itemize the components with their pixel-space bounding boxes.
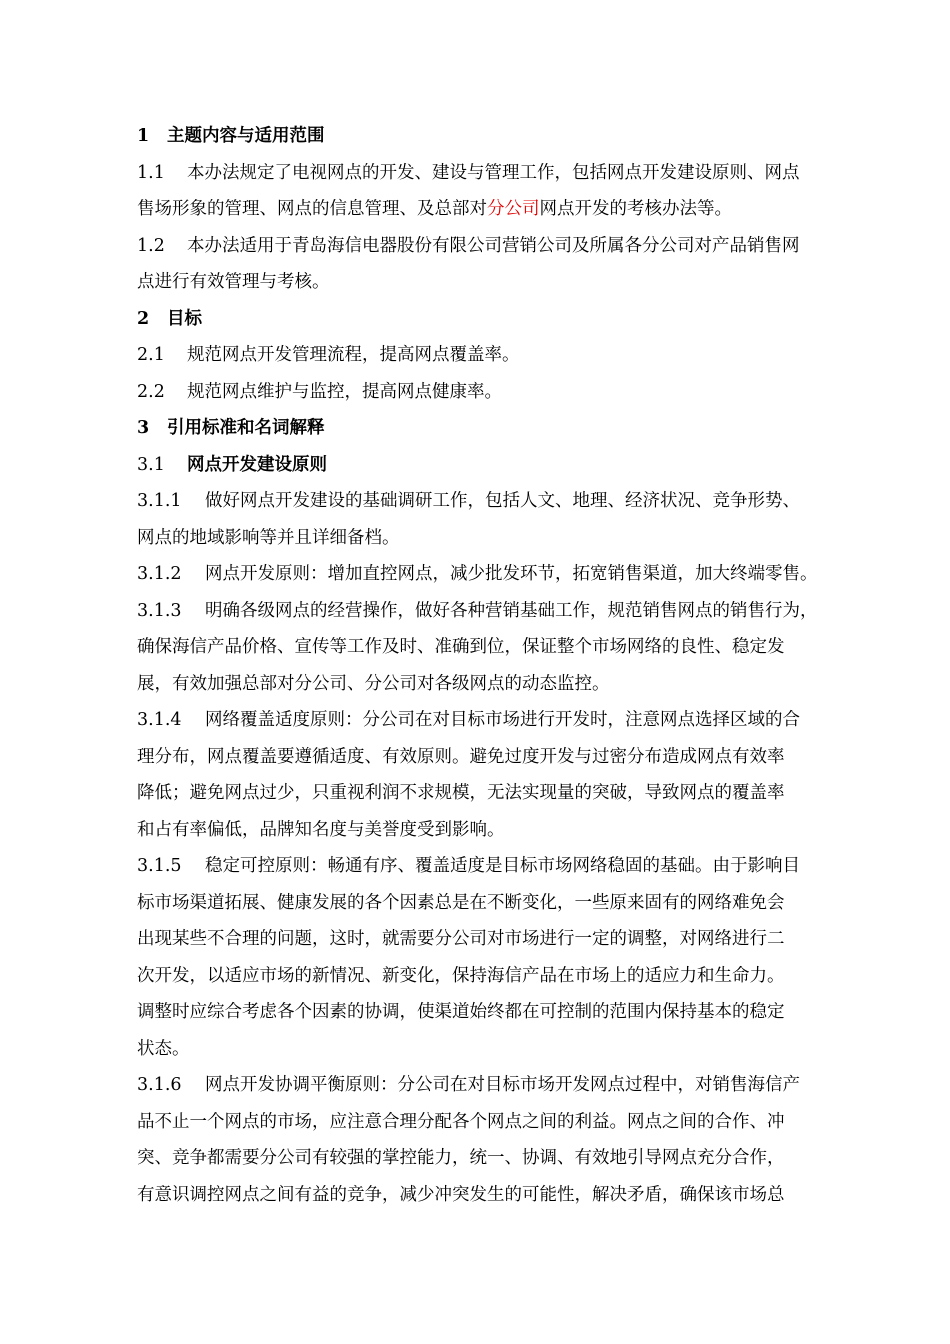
clause-number: 2.2 xyxy=(137,381,165,402)
paragraph-text: 规范网点开发管理流程，提高网点覆盖率。 xyxy=(187,345,520,365)
paragraph-text: 网点开发协调平衡原则：分公司在对目标市场开发网点过程中，对销售海信产 xyxy=(205,1075,800,1095)
paragraph-3-1-5-line-5 xyxy=(137,994,862,1031)
paragraph-2-1 xyxy=(137,337,862,374)
paragraph-3-1-3-line-3 xyxy=(137,666,862,703)
clause-number: 3.1.4 xyxy=(137,710,182,730)
paragraph-3-1-4-line-4 xyxy=(137,812,862,849)
section-heading-3 xyxy=(137,410,862,447)
paragraph-text: 稳定可控原则：畅通有序、覆盖适度是目标市场网络稳固的基础。由于影响目 xyxy=(205,856,800,876)
paragraph-3-1-6-line-4 xyxy=(137,1177,862,1214)
paragraph-3-1-3-line-2 xyxy=(137,629,862,666)
paragraph-3-1-5-line-3 xyxy=(137,921,862,958)
paragraph-3-1-6-line-2 xyxy=(137,1104,862,1141)
section-title: 主题内容与适用范围 xyxy=(167,126,325,146)
clause-number: 1.1 xyxy=(137,162,165,183)
paragraph-1-2-line-1 xyxy=(137,228,862,265)
paragraph-text: 有意识调控网点之间有益的竞争，减少冲突发生的可能性，解决矛盾，确保该市场总 xyxy=(137,1184,785,1205)
paragraph-text: 明确各级网点的经营操作，做好各种营销基础工作，规范销售网点的销售行为， xyxy=(205,600,818,621)
paragraph-3-1-5-line-4 xyxy=(137,958,862,995)
paragraph-text: 售场形象的管理、网点的信息管理、及总部对 xyxy=(137,199,487,219)
clause-number: 3.1.6 xyxy=(137,1075,182,1095)
paragraph-text: 点进行有效管理与考核。 xyxy=(137,272,330,292)
clause-number: 3.1.2 xyxy=(137,564,182,584)
paragraph-3-1-2 xyxy=(137,556,862,593)
paragraph-text: 网点开发原则：增加直控网点，减少批发环节，拓宽销售渠道，加大终端零售。 xyxy=(205,564,818,584)
paragraph-3-1-6-line-3 xyxy=(137,1140,862,1177)
paragraph-text: 标市场渠道拓展、健康发展的各个因素总是在不断变化，一些原来固有的网络难免会 xyxy=(137,892,785,913)
paragraph-1-1-line-1 xyxy=(137,155,862,192)
paragraph-text: 本办法规定了电视网点的开发、建设与管理工作，包括网点开发建设原则、网点 xyxy=(187,162,800,183)
paragraph-text: 展，有效加强总部对分公司、分公司对各级网点的动态监控。 xyxy=(137,673,610,694)
paragraph-text: 理分布，网点覆盖要遵循适度、有效原则。避免过度开发与过密分布造成网点有效率 xyxy=(137,746,785,767)
paragraph-text: 调整时应综合考虑各个因素的协调，使渠道始终都在可控制的范围内保持基本的稳定 xyxy=(137,1002,785,1022)
clause-number: 3.1.3 xyxy=(137,600,182,621)
paragraph-text: 降低；避免网点过少，只重视利润不求规模，无法实现量的突破，导致网点的覆盖率 xyxy=(137,783,785,803)
paragraph-text: 品不止一个网点的市场，应注意合理分配各个网点之间的利益。网点之间的合作、冲 xyxy=(137,1111,785,1132)
paragraph-text: 次开发，以适应市场的新情况、新变化，保持海信产品在市场上的适应力和生命力。 xyxy=(137,965,785,986)
paragraph-2-2 xyxy=(137,374,862,411)
paragraph-3-1-4-line-2 xyxy=(137,739,862,776)
section-heading-1 xyxy=(137,118,862,155)
subsection-heading-3-1 xyxy=(137,447,862,484)
clause-number: 1.2 xyxy=(137,235,165,256)
paragraph-text: 网点的地域影响等并且详细备档。 xyxy=(137,527,400,548)
paragraph-text: 突、竞争都需要分公司有较强的掌控能力，统一、协调、有效地引导网点充分合作， xyxy=(137,1148,785,1168)
paragraph-3-1-5-line-2 xyxy=(137,885,862,922)
paragraph-text: 和占有率偏低，品牌知名度与美誉度受到影响。 xyxy=(137,819,505,840)
section-number: 1 xyxy=(137,126,150,146)
clause-number: 3.1.1 xyxy=(137,491,182,511)
section-number: 3.1 xyxy=(137,454,165,475)
paragraph-text: 确保海信产品价格、宣传等工作及时、准确到位，保证整个市场网络的良性、稳定发 xyxy=(137,637,785,657)
paragraph-3-1-4-line-3 xyxy=(137,775,862,812)
paragraph-text: 本办法适用于青岛海信电器股份有限公司营销公司及所属各分公司对产品销售网 xyxy=(187,235,800,256)
paragraph-text: 网点开发的考核办法等。 xyxy=(539,199,732,219)
section-title: 目标 xyxy=(167,308,202,329)
paragraph-3-1-5-line-1 xyxy=(137,848,862,885)
paragraph-text: 做好网点开发建设的基础调研工作，包括人文、地理、经济状况、竞争形势、 xyxy=(205,491,800,511)
section-title: 引用标准和名词解释 xyxy=(167,418,325,438)
document-body xyxy=(137,118,862,1213)
highlighted-text: 分公司 xyxy=(487,199,540,219)
paragraph-3-1-1-line-1 xyxy=(137,483,862,520)
clause-number: 3.1.5 xyxy=(137,856,182,876)
paragraph-1-2-line-2 xyxy=(137,264,862,301)
section-heading-2 xyxy=(137,301,862,338)
paragraph-text: 出现某些不合理的问题，这时，就需要分公司对市场进行一定的调整，对网络进行二 xyxy=(137,929,785,949)
paragraph-text: 状态。 xyxy=(137,1038,190,1059)
paragraph-3-1-5-line-6 xyxy=(137,1031,862,1068)
paragraph-1-1-line-2 xyxy=(137,191,862,228)
section-title: 网点开发建设原则 xyxy=(187,454,327,475)
clause-number: 2.1 xyxy=(137,345,165,365)
paragraph-text: 网络覆盖适度原则：分公司在对目标市场进行开发时，注意网点选择区域的合 xyxy=(205,710,800,730)
paragraph-3-1-4-line-1 xyxy=(137,702,862,739)
paragraph-3-1-3-line-1 xyxy=(137,593,862,630)
paragraph-3-1-1-line-2 xyxy=(137,520,862,557)
section-number: 2 xyxy=(137,308,150,329)
paragraph-text: 规范网点维护与监控，提高网点健康率。 xyxy=(187,381,502,402)
section-number: 3 xyxy=(137,418,150,438)
paragraph-3-1-6-line-1 xyxy=(137,1067,862,1104)
